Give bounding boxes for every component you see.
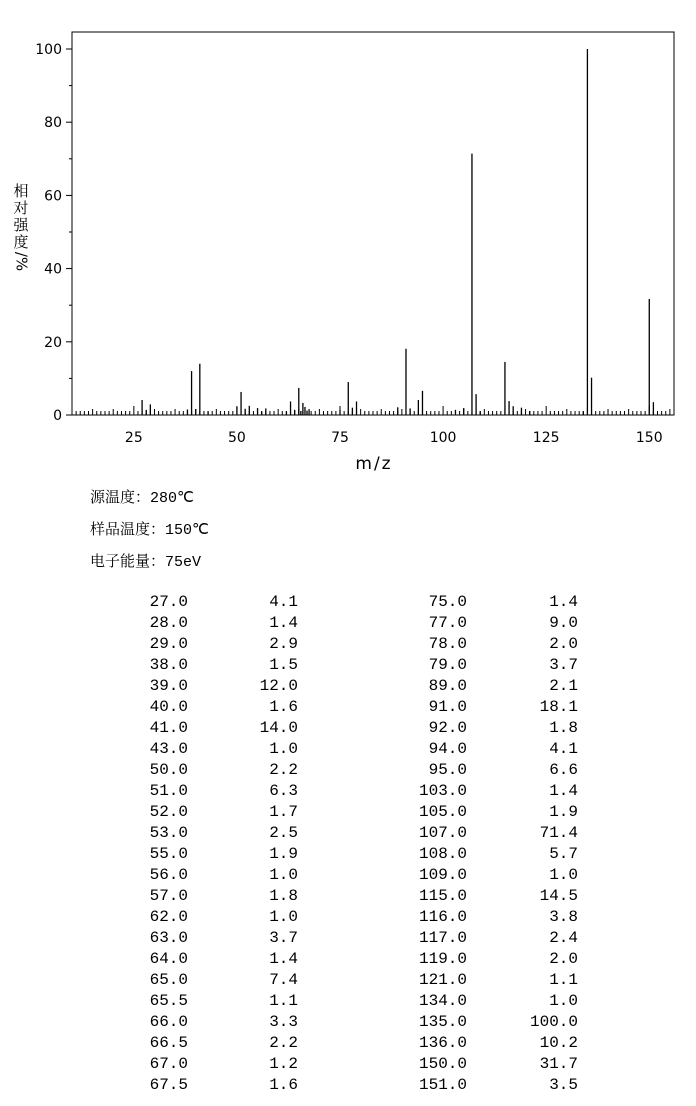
mz-cell: 119.0 [418,950,467,968]
intensity-cell: 3.7 [549,656,578,674]
table-row [0,802,696,823]
mz-cell: 78.0 [428,635,467,653]
y-axis-label-char: 强 [13,216,29,234]
mz-cell: 52.0 [149,803,188,821]
intensity-cell: 2.0 [549,950,578,968]
mz-cell: 41.0 [149,719,188,737]
source-temperature-label: 源温度： [90,488,151,506]
mz-cell: 92.0 [428,719,467,737]
mass-spectrum-chart [0,0,696,480]
table-row [0,718,696,739]
intensity-cell: 1.0 [549,992,578,1010]
mz-cell: 91.0 [428,698,467,716]
mz-cell: 115.0 [418,887,467,905]
table-row [0,823,696,844]
x-tick-label: 100 [429,430,457,446]
table-row [0,907,696,928]
mz-cell: 67.0 [149,1055,188,1073]
mz-cell: 95.0 [428,761,467,779]
intensity-cell: 14.0 [259,719,298,737]
intensity-cell: 1.0 [269,866,298,884]
mz-cell: 134.0 [418,992,467,1010]
table-row [0,739,696,760]
mz-cell: 65.5 [149,992,188,1010]
mz-cell: 43.0 [149,740,188,758]
mz-cell: 150.0 [418,1055,467,1073]
intensity-cell: 10.2 [539,1034,578,1052]
intensity-cell: 2.0 [549,635,578,653]
table-row [0,1012,696,1033]
y-tick-label: 60 [44,188,62,205]
table-row [0,760,696,781]
mz-cell: 29.0 [149,635,188,653]
mz-cell: 66.5 [149,1034,188,1052]
mz-cell: 38.0 [149,656,188,674]
intensity-cell: 1.4 [549,782,578,800]
mz-cell: 75.0 [428,593,467,611]
table-row [0,697,696,718]
mz-cell: 136.0 [418,1034,467,1052]
intensity-cell: 71.4 [539,824,578,842]
mz-cell: 65.0 [149,971,188,989]
intensity-cell: 2.4 [549,929,578,947]
mz-cell: 40.0 [149,698,188,716]
table-row [0,613,696,634]
mz-cell: 55.0 [149,845,188,863]
sample-temperature-value: 150℃ [165,522,209,539]
mz-cell: 117.0 [418,929,467,947]
table-row [0,781,696,802]
mz-cell: 108.0 [418,845,467,863]
mz-cell: 116.0 [418,908,467,926]
mz-cell: 63.0 [149,929,188,947]
y-axis-label-char: 度 [13,233,29,251]
intensity-cell: 9.0 [549,614,578,632]
intensity-cell: 18.1 [539,698,578,716]
intensity-cell: 1.4 [269,614,298,632]
table-row [0,634,696,655]
intensity-cell: 6.3 [269,782,298,800]
intensity-cell: 1.4 [269,950,298,968]
electron-energy-label: 电子能量： [90,552,166,570]
table-row [0,1075,696,1096]
source-temperature [90,486,194,507]
intensity-cell: 1.4 [549,593,578,611]
y-tick-label: 20 [44,334,62,351]
table-row [0,991,696,1012]
intensity-cell: 2.2 [269,1034,298,1052]
intensity-cell: 1.0 [549,866,578,884]
mz-cell: 89.0 [428,677,467,695]
intensity-cell: 2.1 [549,677,578,695]
table-row [0,949,696,970]
mz-cell: 77.0 [428,614,467,632]
mz-cell: 64.0 [149,950,188,968]
intensity-cell: 7.4 [269,971,298,989]
table-row [0,865,696,886]
intensity-cell: 3.7 [269,929,298,947]
intensity-cell: 1.0 [269,908,298,926]
source-temperature-value: 280℃ [150,490,194,507]
x-tick-label: 75 [331,430,349,446]
mz-cell: 79.0 [428,656,467,674]
table-row [0,928,696,949]
intensity-cell: 1.8 [549,719,578,737]
mz-cell: 51.0 [149,782,188,800]
intensity-cell: 1.6 [269,698,298,716]
mz-cell: 151.0 [418,1076,467,1094]
y-tick-label: 100 [35,42,62,58]
table-row [0,1054,696,1075]
intensity-cell: 3.8 [549,908,578,926]
mz-cell: 57.0 [149,887,188,905]
mz-cell: 39.0 [149,677,188,695]
intensity-cell: 2.9 [269,635,298,653]
mz-cell: 105.0 [418,803,467,821]
sample-temperature-label: 样品温度： [90,520,166,538]
intensity-cell: 3.3 [269,1013,298,1031]
sample-temperature [90,518,209,539]
intensity-cell: 6.6 [549,761,578,779]
intensity-cell: 1.5 [269,656,298,674]
intensity-cell: 3.5 [549,1076,578,1094]
intensity-cell: 31.7 [539,1055,578,1073]
mz-cell: 66.0 [149,1013,188,1031]
x-axis [76,406,670,446]
table-row [0,655,696,676]
intensity-cell: 1.1 [269,992,298,1010]
y-axis-label-char: 相 [13,182,29,200]
table-row [0,592,696,613]
intensity-cell: 4.1 [269,593,298,611]
y-axis [35,42,72,424]
y-axis-label [10,183,32,270]
peaks [142,49,653,415]
x-tick-label: 150 [635,430,663,446]
mz-cell: 27.0 [149,593,188,611]
table-row [0,886,696,907]
mz-cell: 62.0 [149,908,188,926]
table-row [0,970,696,991]
plot-frame [72,32,674,415]
mz-cell: 56.0 [149,866,188,884]
x-tick-label: 25 [124,430,143,446]
intensity-cell: 14.5 [539,887,578,905]
y-tick-label: 0 [53,408,62,424]
intensity-cell: 12.0 [259,677,298,695]
plot-border [72,32,674,415]
table-row [0,676,696,697]
intensity-cell: 1.8 [269,887,298,905]
table-row [0,1033,696,1054]
mz-cell: 135.0 [418,1013,467,1031]
table-row [0,844,696,865]
mz-cell: 94.0 [428,740,467,758]
intensity-cell: 1.1 [549,971,578,989]
y-axis-label-unit: /% [12,251,31,272]
intensity-cell: 1.9 [269,845,298,863]
mz-cell: 53.0 [149,824,188,842]
intensity-cell: 1.0 [269,740,298,758]
mz-cell: 28.0 [149,614,188,632]
mz-cell: 121.0 [418,971,467,989]
x-tick-label: 125 [532,430,560,446]
y-tick-label: 80 [44,115,62,132]
intensity-cell: 1.6 [269,1076,298,1094]
electron-energy-value: 75eV [165,554,202,571]
mz-cell: 67.5 [149,1076,188,1094]
intensity-cell: 2.2 [269,761,298,779]
mz-cell: 50.0 [149,761,188,779]
y-axis-label-char: 对 [13,199,29,217]
mz-cell: 107.0 [418,824,467,842]
x-tick-label: 50 [228,430,246,446]
y-tick-label: 40 [44,261,62,278]
intensity-cell: 2.5 [269,824,298,842]
intensity-cell: 1.7 [269,803,298,821]
intensity-cell: 5.7 [549,845,578,863]
intensity-cell: 1.2 [269,1055,298,1073]
intensity-cell: 4.1 [549,740,578,758]
electron-energy [90,550,201,571]
mz-cell: 103.0 [418,782,467,800]
intensity-cell: 100.0 [529,1013,578,1031]
x-axis-label: m/z [355,454,393,474]
intensity-cell: 1.9 [549,803,578,821]
mz-cell: 109.0 [418,866,467,884]
